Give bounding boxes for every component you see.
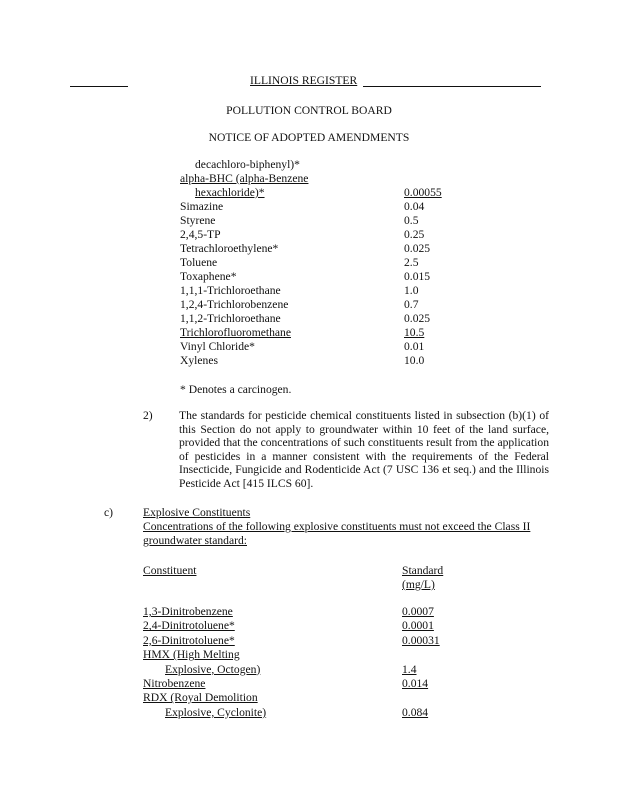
- explosive-constituent-name: RDX (Royal Demolition: [143, 691, 258, 705]
- constituent-name: Tetrachloroethylene*: [180, 242, 279, 255]
- section-2-number: 2): [143, 409, 153, 422]
- constituent-name: Xylenes: [180, 354, 218, 367]
- constituent-name: decachloro-biphenyl)*: [195, 158, 300, 171]
- notice-title: NOTICE OF ADOPTED AMENDMENTS: [208, 131, 410, 144]
- explosive-constituent-value: 0.084: [402, 705, 429, 719]
- constituent-name: alpha-BHC (alpha-Benzene: [180, 172, 309, 185]
- constituent-value: 0.015: [404, 270, 431, 283]
- constituent-value: 0.025: [404, 242, 431, 255]
- constituent-name: Toluene: [180, 256, 218, 269]
- constituent-value: 1.0: [404, 284, 419, 297]
- header-left-rule: [70, 86, 128, 87]
- explosive-constituent-name: Nitrobenzene: [143, 677, 206, 690]
- constituent-name: Toxaphene*: [180, 270, 237, 283]
- section-c-intro: Concentrations of the following explosive constituents must not exceed the Class II groundwater standard:: [143, 520, 531, 547]
- explosive-constituent-name: 1,3-Dinitrobenzene: [143, 605, 233, 618]
- explosive-constituent-name: 2,6-Dinitrotoluene*: [143, 633, 235, 647]
- constituent-value: 0.25: [404, 228, 425, 241]
- constituent-value: 0.5: [404, 214, 419, 227]
- constituent-name: Vinyl Chloride*: [180, 340, 255, 353]
- constituent-name: 2,4,5-TP: [180, 228, 221, 241]
- standard-column-header: Standard: [402, 564, 444, 577]
- carcinogen-footnote: * Denotes a carcinogen.: [180, 383, 292, 396]
- explosive-constituent-value: 0.014: [402, 677, 429, 690]
- constituent-name: Styrene: [180, 214, 216, 227]
- constituent-value: 0.04: [404, 200, 425, 213]
- constituent-value: 0.025: [404, 312, 431, 325]
- constituent-value: 2.5: [404, 256, 419, 269]
- section-c-number: c): [104, 506, 114, 519]
- constituent-column-header: Constituent: [143, 564, 197, 577]
- constituent-value: 0.00055: [404, 186, 442, 199]
- explosive-constituent-value: 0.0007: [402, 605, 434, 618]
- explosive-constituent-name: HMX (High Melting: [143, 648, 240, 662]
- constituent-value: 10.5: [404, 326, 425, 339]
- constituent-value: 0.01: [404, 340, 425, 353]
- explosive-constituent-value: 0.00031: [402, 633, 440, 647]
- explosive-constituent-name: Explosive, Cyclonite): [165, 705, 267, 719]
- constituent-name: hexachloride)*: [195, 186, 265, 199]
- constituent-name: Simazine: [180, 200, 224, 213]
- register-title: ILLINOIS REGISTER: [250, 74, 358, 87]
- constituent-name: 1,1,2-Trichloroethane: [180, 312, 281, 325]
- constituent-value: 10.0: [404, 354, 425, 367]
- constituent-name: 1,2,4-Trichlorobenzene: [180, 298, 289, 311]
- unit-column-header: (mg/L): [402, 578, 435, 591]
- explosive-constituent-name: 2,4-Dinitrotoluene*: [143, 619, 235, 633]
- constituent-name: 1,1,1-Trichloroethane: [180, 284, 281, 297]
- board-title: POLLUTION CONTROL BOARD: [226, 104, 392, 117]
- explosive-constituent-value: 1.4: [402, 662, 417, 676]
- constituent-value: 0.7: [404, 298, 419, 311]
- explosive-constituent-value: 0.0001: [402, 619, 434, 633]
- section-2-text: The standards for pesticide chemical constituents listed in subsection (b)(1) of this Section do not apply to groundwater within 10 feet of the land surface, provided that the concentrations of such constituents result from the application of pesticides in a manner consistent with the requirements of the Federal Insecticide, Fungicide and Rodenticide Act (7 USC 136 et seq.) and the Illinois Pesticide Act [415 ILCS 60].: [179, 409, 549, 490]
- header-right-rule: [363, 86, 541, 87]
- constituent-name: Trichlorofluoromethane: [180, 326, 291, 339]
- explosive-constituent-name: Explosive, Octogen): [165, 662, 261, 676]
- section-c-title: Explosive Constituents: [143, 506, 251, 519]
